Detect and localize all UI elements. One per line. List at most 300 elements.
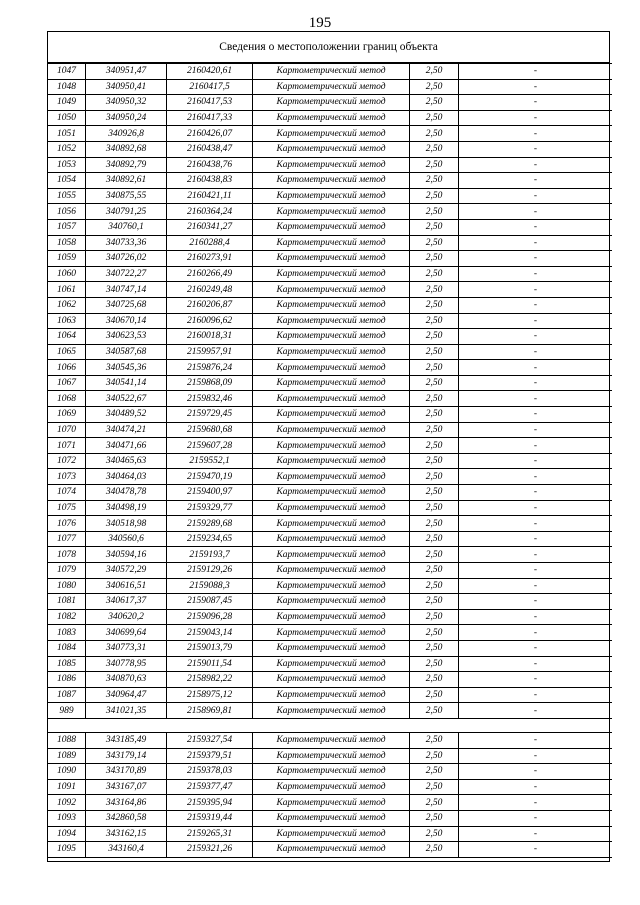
table-cell: - — [459, 764, 613, 780]
table-cell: Картометрический метод — [253, 422, 410, 438]
table-cell: Картометрический метод — [253, 79, 410, 95]
table-cell: 2,50 — [410, 282, 459, 298]
table-cell: - — [459, 594, 613, 610]
table-cell: - — [459, 344, 613, 360]
table-row — [48, 656, 612, 672]
table-cell: Картометрический метод — [253, 810, 410, 826]
table-cell: 340875,55 — [86, 188, 167, 204]
table-cell: Картометрический метод — [253, 204, 410, 220]
table-cell: - — [459, 329, 613, 345]
table-cell: 343164,86 — [86, 795, 167, 811]
table-row — [48, 547, 612, 563]
table-cell: Картометрический метод — [253, 625, 410, 641]
table-cell: Картометрический метод — [253, 672, 410, 688]
table-cell: 2159129,26 — [167, 563, 253, 579]
table-cell: 2160420,61 — [167, 64, 253, 80]
table-cell: 2,50 — [410, 640, 459, 656]
table-cell: - — [459, 672, 613, 688]
table-row — [48, 266, 612, 282]
table-cell: - — [459, 516, 613, 532]
table-cell: 2,50 — [410, 609, 459, 625]
table-cell: 989 — [48, 703, 86, 719]
table-cell: Картометрический метод — [253, 795, 410, 811]
table-cell: 1059 — [48, 251, 86, 267]
table-cell: 2160249,48 — [167, 282, 253, 298]
table-cell: 340950,41 — [86, 79, 167, 95]
table-cell: 2159321,26 — [167, 842, 253, 858]
table-cell: 2,50 — [410, 407, 459, 423]
table-cell: Картометрический метод — [253, 531, 410, 547]
table-cell: 1076 — [48, 516, 86, 532]
table-cell: - — [459, 157, 613, 173]
table-cell: Картометрический метод — [253, 266, 410, 282]
table-cell: 340773,31 — [86, 640, 167, 656]
table-cell: 2,50 — [410, 173, 459, 189]
table-cell: 1063 — [48, 313, 86, 329]
table-cell: Картометрический метод — [253, 453, 410, 469]
table-cell: 340478,78 — [86, 485, 167, 501]
table-cell: 1051 — [48, 126, 86, 142]
table-cell: 1091 — [48, 779, 86, 795]
table-cell: 2159013,79 — [167, 640, 253, 656]
table-cell: Картометрический метод — [253, 329, 410, 345]
table-cell: 1054 — [48, 173, 86, 189]
table-cell: Картометрический метод — [253, 313, 410, 329]
table-cell: 1093 — [48, 810, 86, 826]
table-cell: 2,50 — [410, 656, 459, 672]
table-cell: 1062 — [48, 297, 86, 313]
table-cell: Картометрический метод — [253, 141, 410, 157]
table-cell: 340471,66 — [86, 438, 167, 454]
table-cell: - — [459, 732, 613, 748]
table-cell: - — [459, 842, 613, 858]
page-number: 195 — [308, 15, 332, 31]
table-cell: - — [459, 563, 613, 579]
table-cell: Картометрический метод — [253, 563, 410, 579]
table-cell: - — [459, 469, 613, 485]
table-cell: 2,50 — [410, 126, 459, 142]
table-cell: 2158969,81 — [167, 703, 253, 719]
table-cell: 340892,68 — [86, 141, 167, 157]
table-cell: - — [459, 360, 613, 376]
table-cell: 2159876,24 — [167, 360, 253, 376]
table-row — [48, 188, 612, 204]
table-cell: 2160096,62 — [167, 313, 253, 329]
table-cell: 340489,52 — [86, 407, 167, 423]
table-cell: 2159470,19 — [167, 469, 253, 485]
table-cell: 1058 — [48, 235, 86, 251]
table-cell: 2,50 — [410, 313, 459, 329]
table-cell: - — [459, 204, 613, 220]
table-cell: 340733,36 — [86, 235, 167, 251]
table-cell: 340616,51 — [86, 578, 167, 594]
table-cell: 2,50 — [410, 141, 459, 157]
table-cell: Картометрический метод — [253, 391, 410, 407]
table-row — [48, 531, 612, 547]
table-cell: Картометрический метод — [253, 656, 410, 672]
table-cell: 2160341,27 — [167, 219, 253, 235]
table-cell: 340465,63 — [86, 453, 167, 469]
table-cell: 343185,49 — [86, 732, 167, 748]
table-row — [48, 764, 612, 780]
table-cell: Картометрический метод — [253, 842, 410, 858]
table-cell: Картометрический метод — [253, 732, 410, 748]
table-cell: 2160438,83 — [167, 173, 253, 189]
table-row — [48, 687, 612, 703]
table-cell: Картометрический метод — [253, 826, 410, 842]
table-cell: Картометрический метод — [253, 407, 410, 423]
table-cell: 340778,95 — [86, 656, 167, 672]
table-cell: 343167,07 — [86, 779, 167, 795]
table-cell: Картометрический метод — [253, 469, 410, 485]
table-cell: - — [459, 656, 613, 672]
table-cell: 343170,89 — [86, 764, 167, 780]
table-cell: 1073 — [48, 469, 86, 485]
table-cell: Картометрический метод — [253, 251, 410, 267]
table-cell: 1049 — [48, 95, 86, 111]
table-cell: 2,50 — [410, 547, 459, 563]
table-cell: 2159011,54 — [167, 656, 253, 672]
table-cell: 2,50 — [410, 842, 459, 858]
table-cell: 340541,14 — [86, 375, 167, 391]
table-cell: 1085 — [48, 656, 86, 672]
table-cell: - — [459, 795, 613, 811]
table-row — [48, 672, 612, 688]
table-cell: 1056 — [48, 204, 86, 220]
table-cell: 340587,68 — [86, 344, 167, 360]
table-row — [48, 313, 612, 329]
table-row — [48, 703, 612, 719]
table-cell: 2,50 — [410, 795, 459, 811]
table-cell: Картометрический метод — [253, 64, 410, 80]
table-row — [48, 625, 612, 641]
table-cell: 1082 — [48, 609, 86, 625]
table-cell: 1065 — [48, 344, 86, 360]
table-cell: 2,50 — [410, 469, 459, 485]
table-row — [48, 732, 612, 748]
table-row — [48, 282, 612, 298]
table-cell: - — [459, 110, 613, 126]
table-cell: 1090 — [48, 764, 86, 780]
table-row — [48, 594, 612, 610]
table-cell: - — [459, 578, 613, 594]
table-cell: 340725,68 — [86, 297, 167, 313]
table-cell: 1052 — [48, 141, 86, 157]
table-cell: 2159088,3 — [167, 578, 253, 594]
table-cell: 2159378,03 — [167, 764, 253, 780]
table-cell: 1072 — [48, 453, 86, 469]
table-cell: 1047 — [48, 64, 86, 80]
table-cell: 2160266,49 — [167, 266, 253, 282]
table-cell: 2,50 — [410, 453, 459, 469]
table-cell: 1077 — [48, 531, 86, 547]
table-cell: 343179,14 — [86, 748, 167, 764]
table-cell: - — [459, 375, 613, 391]
table-cell: - — [459, 453, 613, 469]
table-cell: 2,50 — [410, 95, 459, 111]
table-cell: Картометрический метод — [253, 500, 410, 516]
table-cell: Картометрический метод — [253, 703, 410, 719]
table-cell: 340464,03 — [86, 469, 167, 485]
table-cell: 340670,14 — [86, 313, 167, 329]
table-cell: 340747,14 — [86, 282, 167, 298]
table-cell: 2,50 — [410, 516, 459, 532]
table-cell: 2,50 — [410, 594, 459, 610]
table-cell: 2,50 — [410, 64, 459, 80]
table-row — [48, 141, 612, 157]
table-cell: 340560,6 — [86, 531, 167, 547]
table-cell: 1079 — [48, 563, 86, 579]
table-cell: Картометрический метод — [253, 235, 410, 251]
table-cell: 2159319,44 — [167, 810, 253, 826]
table-cell: 1069 — [48, 407, 86, 423]
table-row — [48, 485, 612, 501]
table-separator — [48, 718, 612, 732]
table-cell: 2,50 — [410, 79, 459, 95]
table-cell: Картометрический метод — [253, 438, 410, 454]
table-cell: - — [459, 235, 613, 251]
table-cell: Картометрический метод — [253, 126, 410, 142]
table-cell: - — [459, 748, 613, 764]
table-row — [48, 500, 612, 516]
table-cell: 2,50 — [410, 485, 459, 501]
table-cell: 340722,27 — [86, 266, 167, 282]
table-row — [48, 79, 612, 95]
table-row — [48, 516, 612, 532]
table-cell: 2,50 — [410, 266, 459, 282]
table-cell: 2160288,4 — [167, 235, 253, 251]
table-cell: 340498,19 — [86, 500, 167, 516]
table-cell: 2,50 — [410, 251, 459, 267]
table-row — [48, 453, 612, 469]
table-cell: 2,50 — [410, 687, 459, 703]
table-cell: 340760,1 — [86, 219, 167, 235]
table-cell: 1060 — [48, 266, 86, 282]
table-row — [48, 219, 612, 235]
table-cell: 1057 — [48, 219, 86, 235]
table-cell: - — [459, 779, 613, 795]
table-cell: 1075 — [48, 500, 86, 516]
table-cell: 2159327,54 — [167, 732, 253, 748]
table-cell: 2159329,77 — [167, 500, 253, 516]
table-cell: 2,50 — [410, 764, 459, 780]
table-cell: 340518,98 — [86, 516, 167, 532]
table-row — [48, 95, 612, 111]
table-cell: 341021,35 — [86, 703, 167, 719]
table-cell: - — [459, 422, 613, 438]
table-cell: 2159096,28 — [167, 609, 253, 625]
table-cell: 340951,47 — [86, 64, 167, 80]
table-cell: - — [459, 391, 613, 407]
table-cell: 2159043,14 — [167, 625, 253, 641]
table-cell: - — [459, 64, 613, 80]
table-cell: 340594,16 — [86, 547, 167, 563]
table-cell: 340699,64 — [86, 625, 167, 641]
table-cell: 2160206,87 — [167, 297, 253, 313]
table-cell: 2159680,68 — [167, 422, 253, 438]
table-cell: 2160018,31 — [167, 329, 253, 345]
table-cell: - — [459, 188, 613, 204]
table-cell: 1089 — [48, 748, 86, 764]
table-cell: - — [459, 438, 613, 454]
table-cell: Картометрический метод — [253, 219, 410, 235]
table-cell: 2,50 — [410, 391, 459, 407]
table-cell: 342860,58 — [86, 810, 167, 826]
table-row — [48, 779, 612, 795]
table-cell: 2160417,5 — [167, 79, 253, 95]
table-cell: 2,50 — [410, 625, 459, 641]
table-cell: 2,50 — [410, 563, 459, 579]
table-cell: - — [459, 547, 613, 563]
table-cell: 340726,02 — [86, 251, 167, 267]
table-cell: 1074 — [48, 485, 86, 501]
table-cell: Картометрический метод — [253, 594, 410, 610]
table-cell: 1080 — [48, 578, 86, 594]
table-cell: Картометрический метод — [253, 578, 410, 594]
table-row — [48, 422, 612, 438]
table-cell: - — [459, 126, 613, 142]
table-cell: 1095 — [48, 842, 86, 858]
table-cell: 2,50 — [410, 110, 459, 126]
table-row — [48, 64, 612, 80]
table-cell: 340474,21 — [86, 422, 167, 438]
table-cell: 2,50 — [410, 748, 459, 764]
table-cell: - — [459, 625, 613, 641]
table-cell: Картометрический метод — [253, 779, 410, 795]
table-cell: 2,50 — [410, 779, 459, 795]
table-row — [48, 157, 612, 173]
table-cell: - — [459, 609, 613, 625]
table-cell: 2160273,91 — [167, 251, 253, 267]
table-cell: 2,50 — [410, 219, 459, 235]
table-cell: Картометрический метод — [253, 297, 410, 313]
table-cell: 2,50 — [410, 438, 459, 454]
table-row — [48, 391, 612, 407]
table-cell: 2,50 — [410, 297, 459, 313]
table-row — [48, 810, 612, 826]
table-cell: 340617,37 — [86, 594, 167, 610]
table-cell: 2,50 — [410, 578, 459, 594]
table-cell: 1066 — [48, 360, 86, 376]
table-cell: 2159552,1 — [167, 453, 253, 469]
table-cell: - — [459, 485, 613, 501]
table-cell: 340572,29 — [86, 563, 167, 579]
table-cell: 1078 — [48, 547, 86, 563]
table-cell: 2,50 — [410, 329, 459, 345]
coordinates-table — [48, 63, 612, 858]
table-cell: 2160421,11 — [167, 188, 253, 204]
table-cell: - — [459, 703, 613, 719]
table-cell: 340791,25 — [86, 204, 167, 220]
table-cell: 2,50 — [410, 500, 459, 516]
table-cell: Картометрический метод — [253, 609, 410, 625]
table-cell: 2158982,22 — [167, 672, 253, 688]
table-cell: 340623,53 — [86, 329, 167, 345]
table-cell: 2,50 — [410, 157, 459, 173]
table-cell: 1067 — [48, 375, 86, 391]
table-cell: 2160426,07 — [167, 126, 253, 142]
table-cell: - — [459, 313, 613, 329]
table-cell: 340545,36 — [86, 360, 167, 376]
table-cell: Картометрический метод — [253, 360, 410, 376]
table-cell: 2160364,24 — [167, 204, 253, 220]
table-row — [48, 842, 612, 858]
table-cell: 2,50 — [410, 204, 459, 220]
table-cell: 340892,79 — [86, 157, 167, 173]
table-cell: 2159193,7 — [167, 547, 253, 563]
table-row — [48, 297, 612, 313]
table-row — [48, 110, 612, 126]
table-row — [48, 795, 612, 811]
table-cell: - — [459, 297, 613, 313]
table-cell: 1086 — [48, 672, 86, 688]
table-cell: 2159395,94 — [167, 795, 253, 811]
table-cell: 340950,32 — [86, 95, 167, 111]
boundary-table-sheet — [47, 31, 610, 862]
table-cell: 1053 — [48, 157, 86, 173]
table-cell: 343162,15 — [86, 826, 167, 842]
table-cell: 2,50 — [410, 826, 459, 842]
table-cell: - — [459, 810, 613, 826]
table-cell: Картометрический метод — [253, 485, 410, 501]
table-cell: Картометрический метод — [253, 188, 410, 204]
table-cell: 1081 — [48, 594, 86, 610]
table-cell: 340870,63 — [86, 672, 167, 688]
table-cell: 340522,67 — [86, 391, 167, 407]
table-cell: 343160,4 — [86, 842, 167, 858]
table-title: Сведения о местоположении границ объекта — [48, 32, 609, 63]
table-cell: - — [459, 79, 613, 95]
table-row — [48, 438, 612, 454]
table-cell: Картометрический метод — [253, 110, 410, 126]
table-cell: 2160438,47 — [167, 141, 253, 157]
table-cell: Картометрический метод — [253, 157, 410, 173]
table-cell: 2,50 — [410, 360, 459, 376]
table-cell: 2159957,91 — [167, 344, 253, 360]
table-cell: 2159868,09 — [167, 375, 253, 391]
table-cell: 1064 — [48, 329, 86, 345]
table-row — [48, 344, 612, 360]
table-cell: Картометрический метод — [253, 547, 410, 563]
table-cell: 2159400,97 — [167, 485, 253, 501]
table-cell: 1050 — [48, 110, 86, 126]
table-cell: Картометрический метод — [253, 516, 410, 532]
table-cell: - — [459, 95, 613, 111]
table-cell: 1092 — [48, 795, 86, 811]
table-cell: Картометрический метод — [253, 375, 410, 391]
table-cell: 1087 — [48, 687, 86, 703]
table-cell: 2,50 — [410, 235, 459, 251]
table-row — [48, 329, 612, 345]
table-cell: 2,50 — [410, 188, 459, 204]
table-row — [48, 563, 612, 579]
table-cell: 1088 — [48, 732, 86, 748]
table-cell: 2159832,46 — [167, 391, 253, 407]
table-cell: 1083 — [48, 625, 86, 641]
table-cell: Картометрический метод — [253, 173, 410, 189]
table-row — [48, 126, 612, 142]
table-cell: 1070 — [48, 422, 86, 438]
table-cell: 1055 — [48, 188, 86, 204]
table-row — [48, 609, 612, 625]
table-cell: Картометрический метод — [253, 748, 410, 764]
table-row — [48, 251, 612, 267]
table-cell: - — [459, 687, 613, 703]
table-cell: 2,50 — [410, 344, 459, 360]
table-row — [48, 235, 612, 251]
table-cell: 1068 — [48, 391, 86, 407]
table-row — [48, 360, 612, 376]
